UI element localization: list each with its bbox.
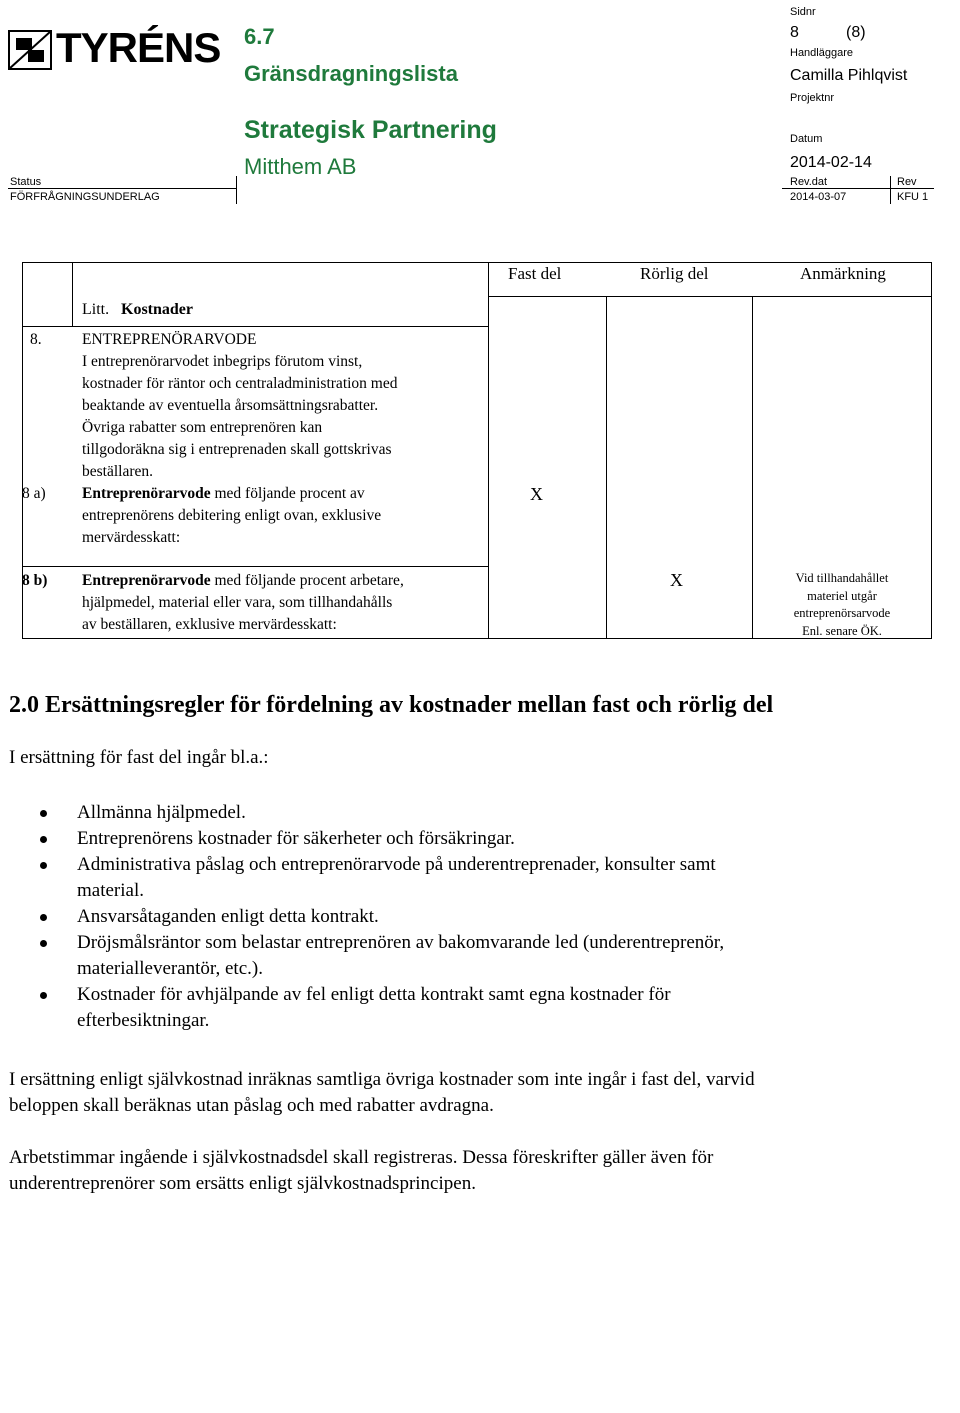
row8b-line3: av beställaren, exklusive mervärdesskatt: (82, 616, 337, 633)
row8b-number (22, 570, 47, 592)
bullet-icon (40, 862, 47, 869)
anm-line: materiel utgår (807, 588, 877, 603)
list-item-text: material. (77, 880, 144, 901)
project-title: Strategisk Partnering (244, 116, 497, 144)
anm-line: Enl. senare ÖK. (802, 623, 882, 638)
row8b-rorlig-mark: X (670, 570, 683, 590)
paragraph-sjalvkostnad (9, 1067, 949, 1119)
list-item (40, 982, 940, 1034)
row8-line: beställaren. (82, 463, 154, 480)
paragraph-line: underentreprenörer som ersätts enligt självkostnadsprincipen. (9, 1173, 476, 1194)
row8-title: ENTREPRENÖRARVODE (82, 331, 257, 348)
datum-value: 2014-02-14 (790, 154, 872, 171)
list-item (40, 904, 940, 930)
revdat-label: Rev.dat (790, 176, 828, 188)
row8-description (82, 329, 482, 483)
col-header-fast: Fast del (508, 264, 562, 283)
section-heading: 2.0 Ersättningsregler för fördelning av kostnader mellan fast och rörlig del (9, 692, 774, 718)
header-rev-divider (890, 176, 891, 204)
list-item-text: Dröjsmålsräntor som belastar entreprenören av bakomvarande led (underentreprenör, (77, 932, 725, 953)
table-col-divider-4 (752, 296, 753, 639)
row8a-fast-mark: X (530, 484, 543, 504)
list-item-text: efterbesiktningar. (77, 1010, 210, 1031)
section-intro: I ersättning för fast del ingår bl.a.: (9, 747, 269, 768)
table-col-divider-2 (488, 262, 489, 639)
row8b-bold: Entreprenörarvode (82, 572, 211, 589)
bullet-icon (40, 836, 47, 843)
handlaggare-label: Handläggare (790, 47, 853, 59)
header-divider-right (782, 188, 934, 189)
list-item (40, 852, 940, 904)
table-col-divider-1 (72, 262, 73, 326)
table-border-top (22, 262, 932, 263)
kostnader-label: Kostnader (121, 301, 193, 318)
client-name: Mitthem AB (244, 154, 357, 179)
header-divider-vertical (236, 176, 237, 204)
row8b-line1: med följande procent arbetare, (210, 572, 404, 589)
row8b-number-text: 8 b) (22, 572, 48, 589)
row8-line: kostnader för räntor och centraladministration med (82, 375, 398, 392)
col-header-rorlig: Rörlig del (640, 264, 709, 283)
list-item (40, 930, 940, 982)
anm-line: Vid tillhandahållet (795, 571, 889, 585)
bullet-icon (40, 940, 47, 947)
paragraph-line: Arbetstimmar ingående i självkostnadsdel skall registreras. Dessa föreskrifter gäller även för (9, 1147, 714, 1168)
list-item-text: Allmänna hjälpmedel. (77, 802, 246, 823)
row8a-line1: med följande procent av (210, 485, 365, 502)
row8a-number: 8 a) (22, 485, 46, 502)
list-item-text: Kostnader för avhjälpande av fel enligt detta kontrakt samt egna kostnader för (77, 984, 671, 1005)
bullet-list (40, 800, 940, 1034)
datum-label: Datum (790, 133, 823, 145)
list-item-text: Entreprenörens kostnader för säkerheter och försäkringar. (77, 828, 515, 849)
status-label: Status (10, 176, 42, 188)
table-row-divider (22, 566, 488, 567)
col-header-anmarkning: Anmärkning (800, 264, 886, 283)
anm-line: entreprenörsarvode (793, 606, 891, 620)
row8a-line3: mervärdesskatt: (82, 529, 181, 546)
litt-label: Litt. (82, 301, 110, 318)
section-number: 6.7 (244, 24, 275, 49)
row8-line: I entreprenörarvodet inbegrips förutom vinst, (82, 353, 363, 370)
row8-line: tillgodoräkna sig i entreprenaden skall gottskrivas (82, 441, 392, 458)
list-item (40, 826, 940, 852)
status-value: FÖRFRÅGNINGSUNDERLAG (10, 191, 160, 203)
table-header-divider (22, 326, 488, 327)
list-item (40, 800, 940, 826)
sidnr-label: Sidnr (790, 6, 816, 18)
row8a-line2: entreprenörens debitering enligt ovan, exklusive (82, 507, 382, 524)
row8a-description (82, 483, 482, 549)
section-title: Gränsdragningslista (244, 61, 458, 86)
row8b-anmarkning (754, 570, 930, 640)
list-item-text: Ansvarsåtaganden enligt detta kontrakt. (77, 906, 379, 927)
row8a-bold: Entreprenörarvode (82, 485, 211, 502)
row8-line: Övriga rabatter som entreprenören kan (82, 419, 323, 436)
list-item-text: materialleverantör, etc.). (77, 958, 263, 979)
tyrens-logo (8, 24, 221, 71)
rev-value: KFU 1 (897, 191, 929, 203)
revdat-value: 2014-03-07 (790, 191, 847, 203)
rev-label: Rev (897, 176, 917, 188)
row8b-line2: hjälpmedel, material eller vara, som tillhandahålls (82, 594, 393, 611)
paragraph-arbetstimmar (9, 1145, 949, 1197)
projektnr-label: Projektnr (790, 92, 835, 104)
sidnr-total: (8) (846, 24, 866, 41)
table-header-divider-right (488, 296, 932, 297)
row8-line: beaktande av eventuella årsomsättningsrabatter. (82, 397, 379, 414)
handlaggare-value: Camilla Pihlqvist (790, 67, 908, 84)
bullet-icon (40, 992, 47, 999)
paragraph-line: beloppen skall beräknas utan påslag och med rabatter avdragna. (9, 1095, 494, 1116)
row8b-description (82, 570, 482, 636)
paragraph-line: I ersättning enligt självkostnad inräknas samtliga övriga kostnader som inte ingår i fast del, varvid (9, 1069, 755, 1090)
header-divider-top (8, 188, 236, 189)
logo-text: TYRÉNS (56, 24, 221, 71)
table-border-right (931, 262, 932, 639)
list-item-text: Administrativa påslag och entreprenörarvode på underentreprenader, konsulter samt (77, 854, 716, 875)
table-col-divider-3 (606, 296, 607, 639)
bullet-icon (40, 914, 47, 921)
row8-number: 8. (30, 331, 42, 348)
logo-mark-icon (8, 30, 52, 70)
bullet-icon (40, 810, 47, 817)
sidnr-value: 8 (790, 24, 799, 41)
